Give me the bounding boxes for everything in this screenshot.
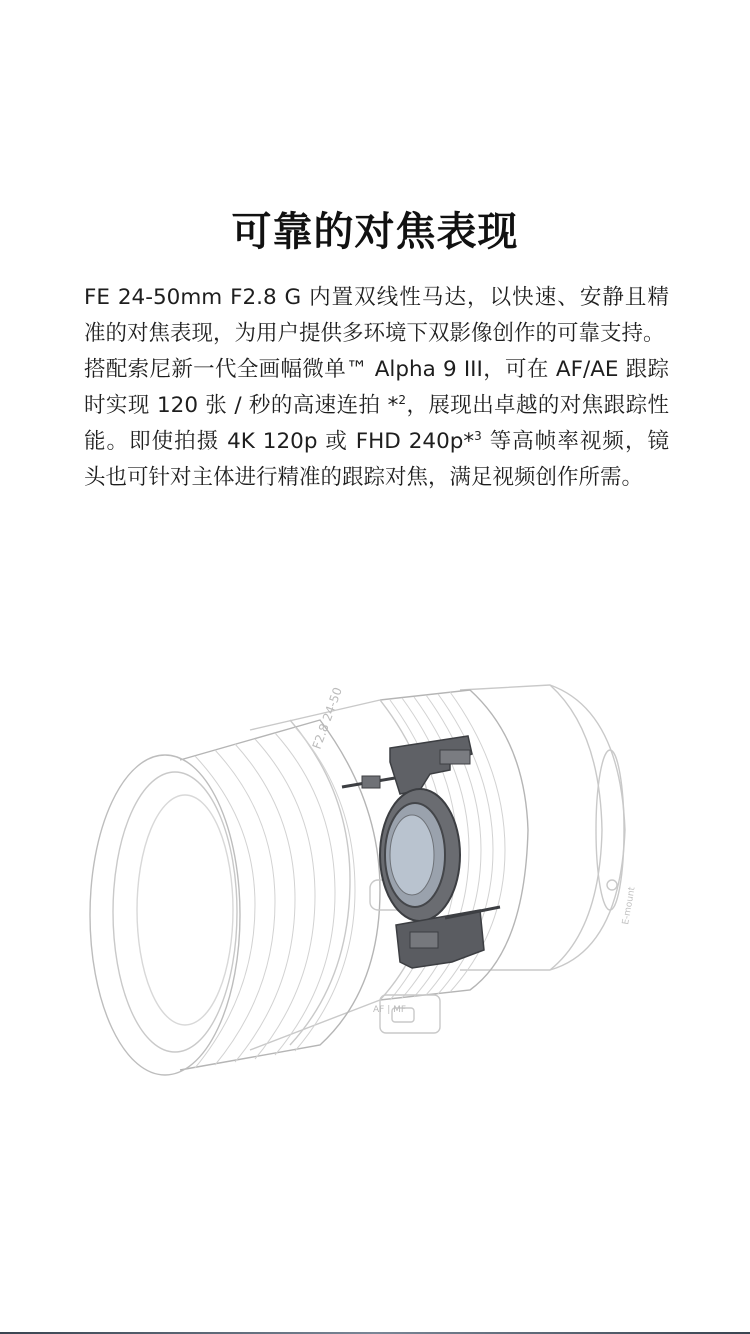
barrel-marks: F2.8 24-50 bbox=[309, 685, 345, 752]
p2-part-c: 等高帧率视频，镜头也可针对主体进行精准的跟踪对焦，满足视频创作所需。 bbox=[84, 429, 669, 490]
paragraph-motor: FE 24-50mm F2.8 G 内置双线性马达，以快速、安静且精准的对焦表现，为用户提供多环境下双影像创作的可靠支持。 bbox=[84, 285, 669, 346]
p2-part-a: 搭配索尼新一代全画幅微单™ Alpha 9 III，可在 AF/AE 跟踪时实现 120 张 / 秒的高速连拍 * bbox=[84, 357, 669, 418]
section-title: 可靠的对焦表现 bbox=[231, 209, 519, 255]
lens-xray-illustration bbox=[80, 650, 680, 1130]
footnote-3: 3 bbox=[474, 428, 482, 443]
af-switch-label: AF | MF bbox=[373, 1005, 407, 1015]
linear-motor-unit bbox=[342, 736, 500, 968]
mount-label: E-mount bbox=[621, 886, 638, 926]
footnote-2: 2 bbox=[398, 392, 407, 407]
paragraph-tracking bbox=[84, 352, 669, 496]
description-text bbox=[84, 280, 669, 496]
p2-part-b: ，展现出卓越的对焦跟踪性能。即使拍摄 4K 120p 或 FHD 240p* bbox=[84, 393, 669, 454]
